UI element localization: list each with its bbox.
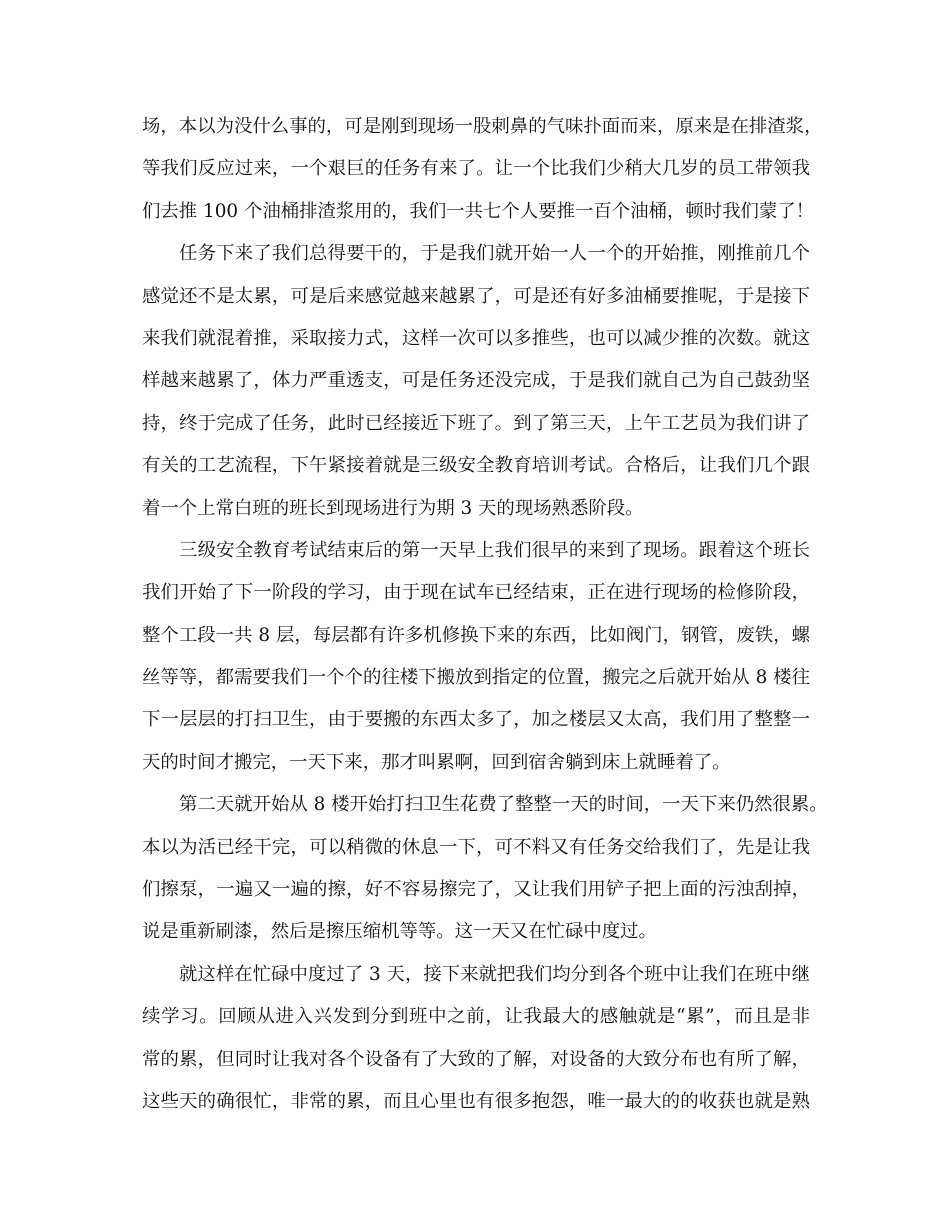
paragraph-first-line: 第二天就开始从 8 楼开始打扫卫生花费了整整一天的时间，一天下来仍然很累。	[179, 794, 828, 816]
text-line: 天的时间才搬完，一天下来，那才叫累啊，回到宿舍躺到床上就睡着了。	[142, 751, 731, 773]
text-line: 来我们就混着推，采取接力式，这样一次可以多推些，也可以减少推的次数。就这	[142, 327, 810, 349]
text-line: 持，终于完成了任务，此时已经接近下班了。到了第三天，上午工艺员为我们讲了	[142, 412, 810, 434]
text-line: 等我们反应过来，一个艰巨的任务有来了。让一个比我们少稍大几岁的员工带领我	[142, 158, 810, 180]
text-line: 我们开始了下一阶段的学习，由于现在试车已经结束，正在进行现场的检修阶段，	[142, 582, 810, 604]
body-text	[142, 106, 828, 1123]
text-line: 丝等等，都需要我们一个个的往楼下搬放到指定的位置，搬完之后就开始从 8 楼往	[142, 667, 810, 689]
paragraph-first-line: 三级安全教育考试结束后的第一天早上我们很早的来到了现场。跟着这个班长	[179, 539, 810, 561]
text-line: 常的累，但同时让我对各个设备有了大致的了解，对设备的大致分布也有所了解，	[142, 1048, 810, 1070]
text-line: 着一个上常白班的班长到现场进行为期 3 天的现场熟悉阶段。	[142, 497, 644, 519]
paragraph-first-line: 任务下来了我们总得要干的，于是我们就开始一人一个的开始推，刚推前几个	[179, 243, 810, 265]
text-line: 续学习。回顾从进入兴发到分到班中之前，让我最大的感触就是“累”，而且是非	[142, 1006, 810, 1028]
text-line: 说是重新刷漆，然后是擦压缩机等等。这一天又在忙碌中度过。	[142, 921, 657, 943]
text-line: 这些天的确很忙，非常的累，而且心里也有很多抱怨，唯一最大的的收获也就是熟	[142, 1090, 810, 1112]
text-line: 有关的工艺流程，下午紧接着就是三级安全教育培训考试。合格后，让我们几个跟	[142, 455, 810, 477]
text-line: 场，本以为没什么事的，可是刚到现场一股刺鼻的气味扑面而来，原来是在排渣浆，	[142, 116, 823, 137]
text-line: 样越来越累了，体力严重透支，可是任务还没完成，于是我们就自己为自己鼓劲坚	[142, 370, 810, 392]
text-line: 整个工段一共 8 层，每层都有许多机修换下来的东西，比如阀门，钢管，废铁，螺	[142, 624, 810, 646]
text-line: 感觉还不是太累，可是后来感觉越来越累了，可是还有好多油桶要推呢，于是接下	[142, 285, 810, 307]
text-line: 下一层层的打扫卫生，由于要搬的东西太多了，加之楼层又太高，我们用了整整一	[142, 709, 810, 731]
text-line: 们擦泵，一遍又一遍的擦，好不容易擦完了，又让我们用铲子把上面的污浊刮掉，	[142, 879, 810, 901]
paragraph-first-line: 就这样在忙碌中度过了 3 天，接下来就把我们均分到各个班中让我们在班中继	[179, 963, 810, 985]
text-line: 们去推 100 个油桶排渣浆用的，我们一共七个人要推一百个油桶，顿时我们蒙了！	[142, 200, 815, 222]
text-line: 本以为活已经干完，可以稍微的休息一下，可不料又有任务交给我们了，先是让我	[142, 836, 810, 858]
